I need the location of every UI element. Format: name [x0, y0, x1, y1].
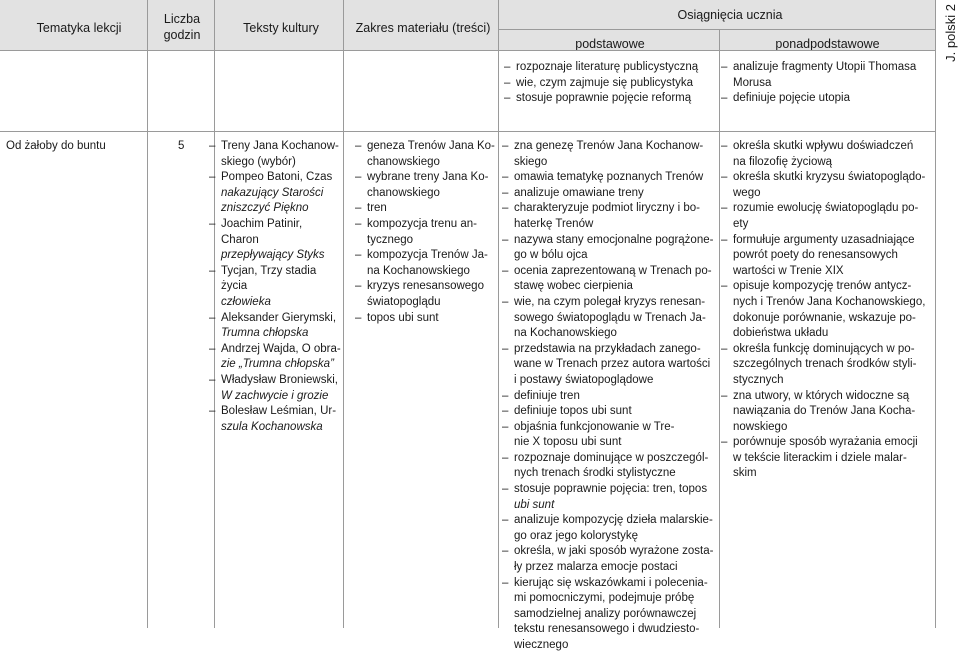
list-item-cont: go oraz jego kolorystykę — [514, 529, 639, 542]
list-item-cont: wiecznego — [514, 639, 569, 651]
list-item-cont: skiego (wybór) — [221, 155, 296, 168]
header-hours-line2: godzin — [163, 28, 201, 42]
col-divider-1 — [147, 0, 148, 628]
list-item: – wie, na czym polegał kryzys renesan- — [514, 295, 718, 311]
list-item-cont: chanowskiego — [367, 186, 440, 199]
list-item: – rozpoznaje literaturę publicystyczną — [516, 60, 714, 76]
list-item-cont: wartości w Trenie XIX — [733, 264, 844, 277]
list-item: – przedstawia na przykładach zanego- — [514, 342, 718, 358]
list-item: – definiuje pojęcie utopia — [733, 91, 931, 107]
list-item: – określa, w jaki sposób wyrażone zosta- — [514, 544, 718, 560]
list-item: – charakteryzuje podmiot liryczny i bo- — [514, 201, 718, 217]
list-item: – Joachim Patinir, Charon — [221, 217, 343, 248]
list-item: – objaśnia funkcjonowanie w Tre- — [514, 420, 718, 436]
list-item-cont: nakazujący Starości — [221, 186, 324, 199]
list-item: – porównuje sposób wyrażania emocji — [733, 435, 931, 451]
list-item: – analizuje omawiane treny — [514, 186, 718, 202]
list-item: – zna genezę Trenów Jana Kochanow- — [514, 139, 718, 155]
list-item-cont: haterkę Trenów — [514, 217, 594, 230]
main-basic-cell — [514, 139, 718, 654]
list-item: – wie, czym zajmuje się publicystyka — [516, 76, 714, 92]
list-item-cont: wane w Trenach przez autora wartości — [514, 358, 711, 371]
list-item-cont: ubi sunt — [514, 498, 555, 511]
list-item-cont: W zachwycie i grozie — [221, 389, 329, 402]
list-item-cont: skim — [733, 467, 757, 480]
list-item-cont: tycznego — [367, 233, 414, 246]
list-item: – rozumie ewolucję światopoglądu po- — [733, 201, 931, 217]
col-divider-5 — [719, 30, 720, 628]
list-item-cont: światopoglądu — [367, 295, 441, 308]
list-item: – omawia tematykę poznanych Trenów — [514, 170, 718, 186]
list-item-cont: na Kochanowskiego — [514, 327, 617, 340]
list-item: – Treny Jana Kochanow- — [221, 139, 343, 155]
list-item-cont: Trumna chłopska — [221, 327, 309, 340]
col-divider-right — [935, 0, 936, 628]
list-item-cont: powrót poety do renesansowych — [733, 249, 898, 262]
list-item: – kompozycja Trenów Ja- — [367, 248, 497, 264]
list-item-cont: w tekście literackim i dziele malar- — [733, 451, 907, 464]
row-divider-header — [0, 50, 935, 51]
list-item: – Pompeo Batoni, Czas — [221, 170, 343, 186]
main-hours: 5 — [178, 140, 185, 152]
row-divider-top — [0, 131, 935, 132]
main-advanced-cell — [733, 139, 931, 482]
list-item-cont: zie „Trumna chłopska” — [221, 358, 334, 371]
list-item: – określa funkcję dominujących w po- — [733, 342, 931, 358]
list-item: – formułuje argumenty uzasadniające — [733, 233, 931, 249]
list-item-cont: dobieństwa układu — [733, 327, 829, 340]
header-scope: Zakres materiału (treści) — [355, 21, 491, 35]
list-item-cont: nych trenach środki stylistyczne — [514, 467, 676, 480]
main-texts-cell — [221, 139, 343, 435]
list-item: – stosuje poprawnie pojęcie reformą — [516, 91, 714, 107]
list-item: – Tycjan, Trzy stadia życia — [221, 264, 343, 295]
list-item-cont: samodzielnej analizy porównawczej — [514, 607, 697, 620]
col-divider-3 — [343, 0, 344, 628]
main-scope-cell — [367, 139, 497, 326]
header-topic: Tematyka lekcji — [36, 21, 122, 35]
list-item-cont: człowieka — [221, 295, 271, 308]
list-item-cont: zniszczyć Piękno — [221, 202, 309, 215]
list-item-cont: ły przez malarza emocje postaci — [514, 561, 678, 574]
list-item-cont: skiego — [514, 155, 548, 168]
list-item-cont: stycznych — [733, 373, 784, 386]
list-item: – definiuje tren — [514, 389, 718, 405]
list-item: – Andrzej Wajda, O obra- — [221, 342, 343, 358]
list-item: – analizuje fragmenty Utopii Thomasa — [733, 60, 931, 76]
list-item-cont: nie X toposu ubi sunt — [514, 436, 622, 449]
list-item-cont: nawiązania do Trenów Jana Kocha- — [733, 405, 916, 418]
list-item-cont: go w bólu ojca — [514, 249, 588, 262]
header-texts: Teksty kultury — [243, 21, 319, 35]
list-item: – geneza Trenów Jana Ko- — [367, 139, 497, 155]
list-item-cont: stawę wobec cierpienia — [514, 280, 633, 293]
list-item: – Bolesław Leśmian, Ur- — [221, 404, 343, 420]
list-item-cont: nych i Trenów Jana Kochanowskiego, — [733, 295, 926, 308]
list-item: – określa skutki kryzysu światopoglądo- — [733, 170, 931, 186]
list-item-cont: na Kochanowskiego — [367, 264, 470, 277]
header-hours — [152, 11, 212, 43]
list-item: – nazywa stany emocjonalne pogrążone- — [514, 233, 718, 249]
list-item: – kompozycja trenu an- — [367, 217, 497, 233]
list-item: – Aleksander Gierymski, — [221, 311, 343, 327]
list-item: – określa skutki wpływu doświadczeń — [733, 139, 931, 155]
list-item: – tren — [367, 201, 497, 217]
list-item-cont: nowskiego — [733, 420, 788, 433]
list-item-cont: szczególnych trenach środków styli- — [733, 358, 917, 371]
list-item-cont: wego — [733, 186, 761, 199]
col-divider-4 — [498, 0, 499, 628]
row-divider-achievements — [499, 29, 935, 30]
header-achievements: Osiągnięcia ucznia — [677, 8, 783, 22]
list-item: – kryzys renesansowego — [367, 279, 497, 295]
list-item-cont: mi pomocniczymi, podejmuje próbę — [514, 592, 695, 605]
list-item-cont: przepływający Styks — [221, 249, 325, 262]
list-item: – topos ubi sunt — [367, 311, 497, 327]
main-topic: Od żałoby do buntu — [6, 140, 106, 152]
list-item: – rozpoznaje dominujące w poszczegól- — [514, 451, 718, 467]
header-hours-line1: Liczba — [163, 12, 201, 26]
list-item: – stosuje poprawnie pojęcia: tren, topos — [514, 482, 718, 498]
list-item: – opisuje kompozycję trenów antycz- — [733, 279, 931, 295]
list-item-cont: sowego światopoglądu w Trenach Ja- — [514, 311, 706, 324]
list-item-cont: chanowskiego — [367, 155, 440, 168]
list-item: – analizuje kompozycję dzieła malarskie- — [514, 513, 718, 529]
list-item: – ocenia zaprezentowaną w Trenach po- — [514, 264, 718, 280]
top-basic-cell — [516, 60, 714, 107]
list-item-cont: Morusa — [733, 76, 772, 89]
top-advanced-cell — [733, 60, 931, 107]
header-basic: podstawowe — [575, 37, 645, 51]
list-item-cont: dokonuje porównanie, wskazuje po- — [733, 311, 916, 324]
list-item: – Władysław Broniewski, — [221, 373, 343, 389]
list-item: – definiuje topos ubi sunt — [514, 404, 718, 420]
list-item-cont: tekstu renesansowego i dwudziesto- — [514, 623, 700, 636]
list-item: – zna utwory, w których widoczne są — [733, 389, 931, 405]
header-advanced: ponadpodstawowe — [775, 37, 880, 51]
list-item: – wybrane treny Jana Ko- — [367, 170, 497, 186]
list-item-cont: ety — [733, 217, 749, 230]
list-item-cont: szula Kochanowska — [221, 420, 323, 433]
list-item-cont: i postawy światopoglądowe — [514, 373, 654, 386]
list-item-cont: na filozofię życiową — [733, 155, 833, 168]
side-label: J. polski 2 — [943, 4, 958, 62]
list-item: – kierując się wskazówkami i polecenia- — [514, 576, 718, 592]
